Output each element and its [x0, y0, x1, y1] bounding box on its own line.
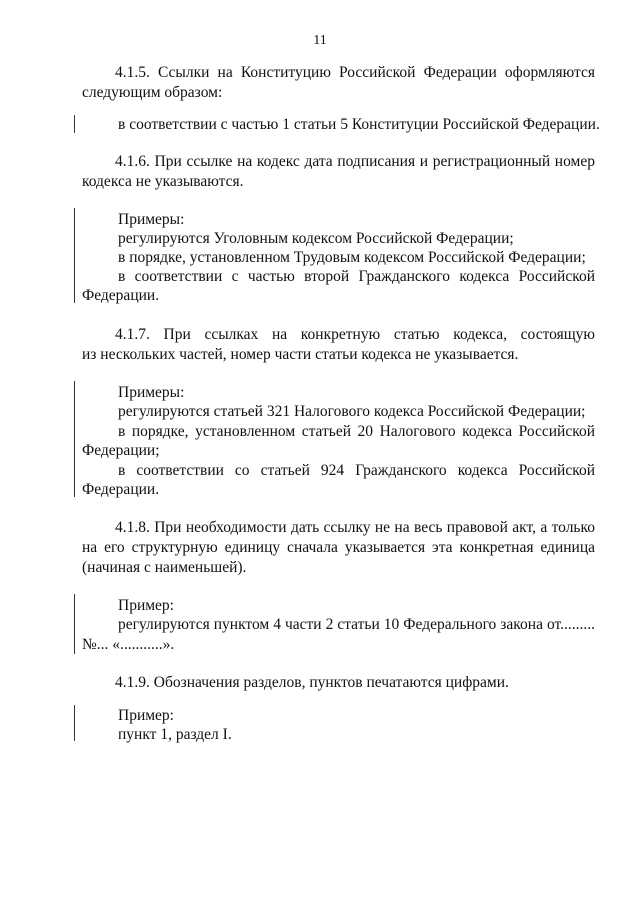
clause-4-1-9: 4.1.9. Обозначения разделов, пунктов печатаются цифрами. [115, 674, 509, 691]
example-margin-bar [74, 208, 75, 303]
example-4-1-8-heading: Пример: [118, 597, 174, 614]
clause-4-1-8-line-3: (начиная с наименьшей). [82, 559, 247, 576]
example-4-1-6-line-2: в порядке, установленном Трудовым кодексом Российской Федерации; [118, 249, 586, 266]
clause-4-1-6-line-2: кодекса не указываются. [82, 173, 244, 190]
example-4-1-6-line-4: Федерации. [82, 287, 160, 304]
example-4-1-8-line-2: №... «...........». [82, 636, 175, 653]
example-4-1-7-line-4: в соответствии со статьей 924 Гражданского кодекса Российской [118, 462, 595, 479]
clause-4-1-8-line-1: 4.1.8. При необходимости дать ссылку не на весь правовой акт, а только [115, 519, 595, 536]
example-4-1-9-heading: Пример: [118, 707, 174, 724]
clause-4-1-7-line-2: из нескольких частей, номер части статьи кодекса не указывается. [82, 346, 519, 363]
example-margin-bar [74, 381, 75, 497]
page-number: 11 [313, 33, 327, 48]
examples-4-1-6-heading: Примеры: [118, 211, 185, 228]
example-margin-bar [74, 115, 75, 133]
example-margin-bar [74, 705, 75, 741]
example-4-1-6-line-1: регулируются Уголовным кодексом Российской Федерации; [118, 230, 514, 247]
example-margin-bar [74, 594, 75, 654]
clause-4-1-5-line-2: следующим образом: [82, 84, 223, 101]
examples-4-1-7-heading: Примеры: [118, 384, 185, 401]
clause-4-1-6-line-1: 4.1.6. При ссылке на кодекс дата подписания и регистрационный номер [115, 153, 595, 170]
example-4-1-7-line-2: в порядке, установленном статьей 20 Налогового кодекса Российской [118, 423, 595, 440]
example-4-1-9-line-1: пункт 1, раздел I. [118, 726, 232, 743]
example-4-1-7-line-3: Федерации; [82, 442, 160, 459]
example-4-1-5: в соответствии с частью 1 статьи 5 Конституции Российской Федерации. [118, 116, 600, 133]
example-4-1-7-line-1: регулируются статьей 321 Налогового кодекса Российской Федерации; [118, 403, 586, 420]
example-4-1-6-line-3: в соответствии с частью второй Гражданского кодекса Российской [118, 268, 595, 285]
clause-4-1-5-line-1: 4.1.5. Ссылки на Конституцию Российской Федерации оформляются [115, 64, 595, 81]
example-4-1-8-line-1: регулируются пунктом 4 части 2 статьи 10 Федерального закона от......... [118, 616, 595, 633]
clause-4-1-8-line-2: на его структурную единицу сначала указывается эта конкретная единица [82, 539, 595, 556]
clause-4-1-7-line-1: 4.1.7. При ссылках на конкретную статью кодекса, состоящую [115, 326, 595, 343]
example-4-1-7-line-5: Федерации. [82, 481, 160, 498]
